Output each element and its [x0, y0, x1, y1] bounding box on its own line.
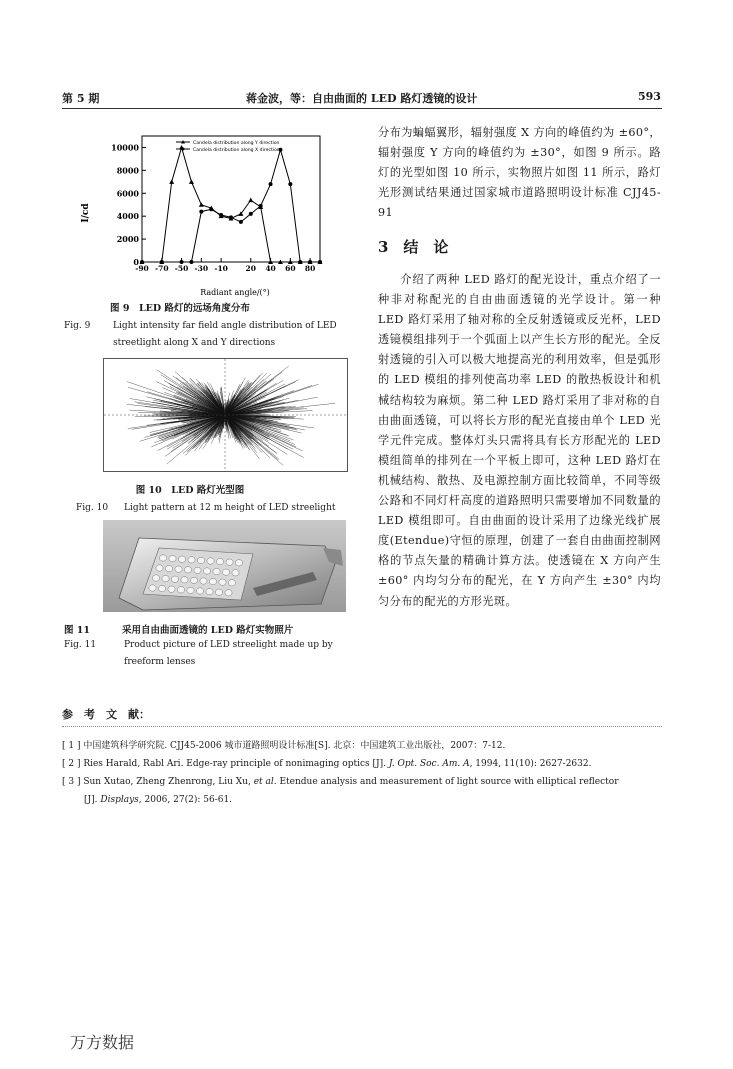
data-point: [308, 260, 312, 264]
legend-entry-0: Candela distribution along Y direction: [193, 141, 280, 146]
led-lens: [178, 556, 185, 562]
data-point: [199, 202, 204, 207]
data-point: [169, 179, 174, 184]
chart-axes: [111, 136, 320, 273]
figure11-caption-en-l1: Product picture of LED streelight made up by: [124, 640, 333, 650]
figure10-caption-cn: 图 10 LED 路灯光型图: [135, 485, 245, 496]
data-point: [239, 220, 243, 224]
data-point: [248, 198, 253, 203]
page-number: 593: [638, 90, 661, 103]
light-pattern-rays: [127, 366, 335, 465]
y-axis-label: I/cd: [81, 203, 91, 223]
data-point: [269, 182, 273, 186]
body-paragraph-2: 介绍了两种 LED 路灯的配光设计，重点介绍了一种非对称配光的自由曲面透镜的光学设计。第一种 LED 路灯采用了轴对称的全反射透镜或反光杯，LED 透镜模组排列于一个弧面上以产生长方形的配光。全反射透镜的引入可以极大地提高光的利用效率，但是弧形的 LED 模组的排列使高功率 LED 的散热板设计和机械结构较为麻烦。第二种 LED 路灯采用了非对称的自由曲面透镜，可以将长方形的配光直接由单个 LED 光学元件完成。整体灯头只需将具有长方形配光的 LED 模组简单的排列在一个平板上即可，这种 LED 路灯在机械结构、散热、及电源控制方面比较简单，不同等级公路和不同灯杆高度的道路照明只需要增加不同数量的 LED 模组即可。自由曲面的设计采用了边缘光线扩展度(Etendue)守恒的原理，创建了一套自由曲面控制网格的节点矢量的精确计算方法。使透镜在 X 方向产生 ±60° 内均匀分布的配光，在 Y 方向产生 ±30° 内均匀分布的配光的方形光斑。: [378, 273, 661, 608]
led-lens: [232, 570, 239, 576]
led-lens: [228, 580, 235, 586]
body-paragraph-1: 分布为蝙蝠翼形，辐射强度 X 方向的峰值约为 ±60°，辐射强度 Y 方向的峰值约为 ±30°，如图 9 所示。路灯的光型如图 10 所示，实物照片如图 11 所示，路灯光形测试结果通过国家城市道路照明设计标准 CJJ45-91: [378, 126, 661, 220]
figure11-caption-cn-num: 图 11: [64, 625, 91, 636]
led-lens: [188, 557, 195, 563]
figure9-caption-en-l2: streetlight along X and Y directions: [113, 338, 276, 348]
led-lens: [159, 555, 166, 561]
led-lens: [216, 558, 223, 564]
figure10-caption-en-num: Fig. 10: [76, 503, 109, 513]
x-tick-label: 40: [265, 264, 276, 273]
data-point: [259, 204, 263, 208]
reference-3-continued: [J]. Displays, 2006, 27(2): 56-61.: [84, 795, 233, 805]
x-tick-label: 80: [304, 264, 316, 273]
led-lens: [190, 577, 197, 583]
figure11-caption-en-num: Fig. 11: [64, 640, 97, 650]
reference-1: [ 1 ] 中国建筑科学研究院. CJJ45-2006 城市道路照明设计标准[S]. 北京：中国建筑工业出版社，2007：7-12.: [62, 741, 506, 751]
led-lens: [149, 585, 156, 591]
y-tick-label: 0: [133, 257, 139, 267]
figure11-caption-en-l2: freeform lenses: [124, 657, 196, 667]
header-rule: [62, 108, 662, 109]
figure9-caption-cn: 图 9 LED 路灯的远场角度分布: [110, 303, 250, 314]
data-point: [180, 260, 184, 264]
figure10-light-pattern: [103, 358, 348, 472]
header-title: 蒋金波，等：自由曲面的 LED 路灯透镜的设计: [246, 92, 478, 105]
led-lens: [181, 577, 188, 583]
light-ray: [225, 415, 304, 458]
reference-2: [ 2 ] Ries Harald, Rabl Ari. Edge-ray principle of nonimaging optics [J]. J. Opt. Soc. Am. A, 1994, 11(10): 2627-2632.: [62, 759, 592, 769]
figure9-caption-en-l1: Light intensity far field angle distribution of LED: [113, 321, 337, 331]
data-point: [140, 260, 144, 264]
y-tick-label: 2000: [116, 234, 139, 245]
led-lens: [177, 587, 184, 593]
led-lens: [209, 578, 216, 584]
led-lens: [235, 560, 242, 566]
led-lens: [171, 576, 178, 582]
led-lens: [165, 565, 172, 571]
references-list: [62, 737, 664, 809]
chart-legend: [176, 140, 280, 153]
led-lens: [222, 569, 229, 575]
led-lens: [162, 575, 169, 581]
data-point: [199, 210, 203, 214]
x-tick-label: 60: [285, 264, 296, 273]
led-lens: [169, 555, 176, 561]
x-tick-label: -70: [154, 264, 169, 273]
y-tick-label: 10000: [111, 142, 139, 153]
references-heading: 参 考 文 献：: [62, 708, 150, 721]
x-tick-label: 20: [245, 264, 256, 273]
figure9-chart: [80, 128, 330, 298]
y-tick-label: 8000: [116, 165, 139, 176]
led-lens: [207, 558, 214, 564]
references-rule: [62, 726, 662, 727]
x-tick-label: -10: [214, 264, 228, 273]
x-tick-label: -90: [135, 264, 149, 273]
led-lens: [156, 565, 163, 571]
led-lens: [226, 559, 233, 565]
data-point: [219, 213, 223, 217]
led-lens: [184, 567, 191, 573]
led-lens: [196, 588, 203, 594]
data-point: [160, 260, 164, 264]
x-tick-label: -30: [194, 264, 209, 273]
led-lens: [187, 587, 194, 593]
figure9-caption-en-num: Fig. 9: [64, 321, 91, 331]
data-point: [249, 212, 253, 216]
led-lens: [175, 566, 182, 572]
y-tick-label: 4000: [116, 211, 139, 222]
led-lens: [152, 575, 159, 581]
led-lens: [215, 589, 222, 595]
watermark: 万方数据: [70, 1033, 135, 1052]
plot-frame: [142, 136, 320, 262]
data-point: [318, 260, 322, 264]
data-point: [298, 260, 302, 264]
header-issue: 第 5 期: [62, 92, 100, 105]
led-lens: [200, 578, 207, 584]
y-tick-label: 6000: [116, 188, 139, 199]
legend-marker: [182, 148, 185, 151]
chart-series: [140, 145, 323, 264]
led-lens: [219, 579, 226, 585]
data-point: [209, 207, 213, 211]
data-point: [189, 260, 193, 264]
led-lens: [197, 557, 204, 563]
led-lens: [203, 568, 210, 574]
legend-entry-1: Candela distribution along X direction: [193, 148, 280, 153]
x-axis-label: Radiant angle/(°): [200, 288, 270, 297]
led-lens: [213, 568, 220, 574]
data-point: [189, 179, 194, 184]
x-tick-label: -50: [174, 264, 189, 273]
figure11-caption-cn: 采用自由曲面透镜的 LED 路灯实物照片: [122, 625, 294, 636]
led-lens: [225, 590, 232, 596]
data-point: [288, 182, 292, 186]
figure10-caption-en: Light pattern at 12 m height of LED streelight: [124, 503, 336, 513]
reference-3: [ 3 ] Sun Xutao, Zheng Zhenrong, Liu Xu, et al. Etendue analysis and measurement of light source with elliptical reflector: [62, 777, 619, 787]
led-lens: [158, 585, 165, 591]
section-heading-conclusion: 3 结 论: [378, 238, 449, 256]
led-lens: [194, 567, 201, 573]
led-lens: [206, 588, 213, 594]
figure11-product-photo: [103, 520, 346, 612]
data-point: [229, 215, 233, 219]
led-lens: [168, 586, 175, 592]
